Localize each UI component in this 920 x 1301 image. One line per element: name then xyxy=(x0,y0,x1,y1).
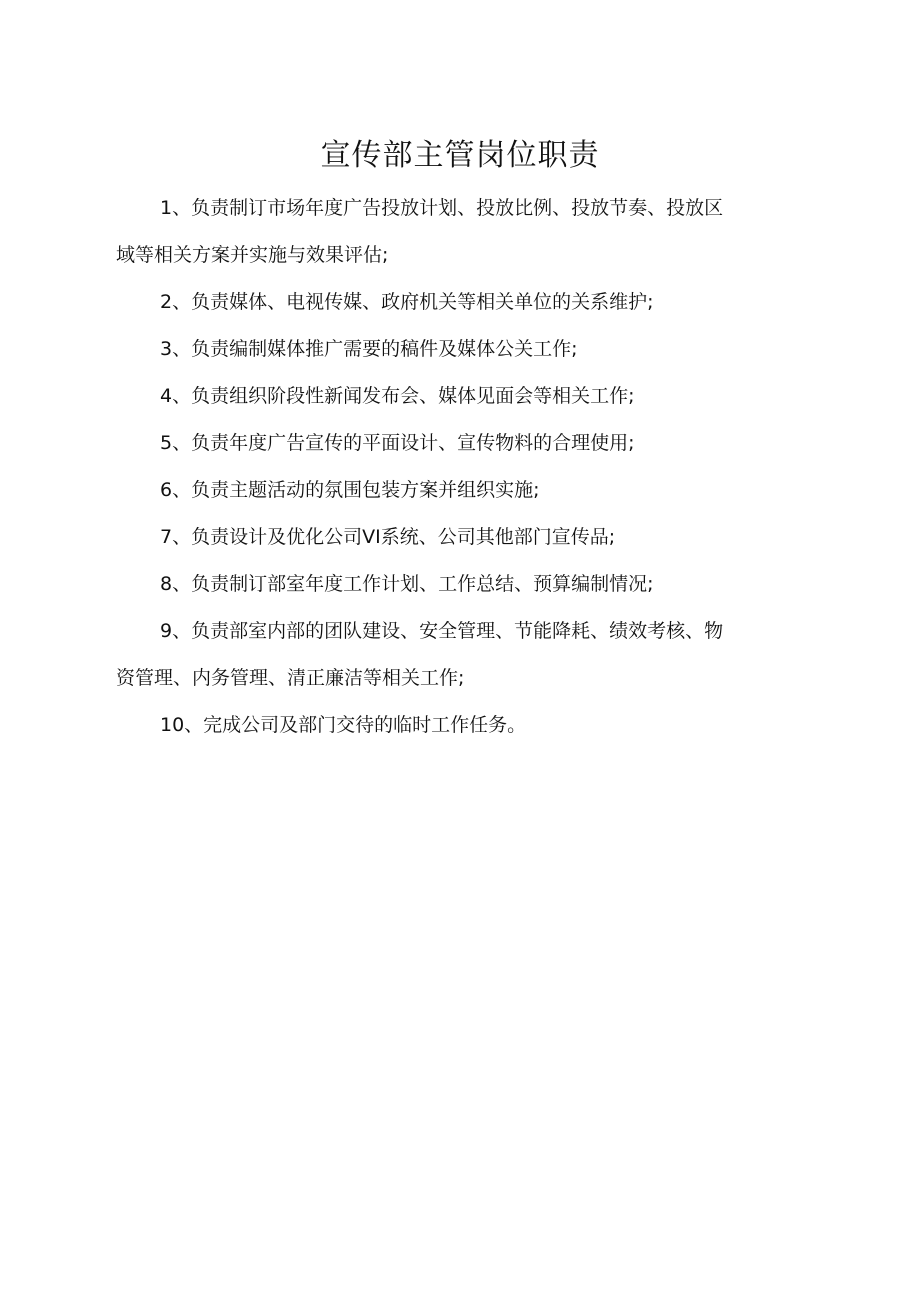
list-item xyxy=(116,619,806,690)
list-item xyxy=(116,478,806,502)
list-item xyxy=(116,290,806,314)
list-item-continuation: 资管理、内务管理、清正廉洁等相关工作; xyxy=(116,667,465,689)
list-item-text: 5、负责年度广告宣传的平面设计、宣传物料的合理使用; xyxy=(160,432,635,454)
list-item xyxy=(116,713,806,737)
list-item-text: 1、负责制订市场年度广告投放计划、投放比例、投放节奏、投放区 xyxy=(160,197,724,219)
list-item xyxy=(116,337,806,361)
list-item-text: 4、负责组织阶段性新闻发布会、媒体见面会等相关工作; xyxy=(160,385,635,407)
list-item xyxy=(116,384,806,408)
list-item xyxy=(116,572,806,596)
list-item-text: 10、完成公司及部门交待的临时工作任务。 xyxy=(160,714,527,736)
list-item-text: 3、负责编制媒体推广需要的稿件及媒体公关工作; xyxy=(160,338,578,360)
list-item-text: 9、负责部室内部的团队建设、安全管理、节能降耗、绩效考核、物 xyxy=(160,620,724,642)
list-item-continuation: 域等相关方案并实施与效果评估; xyxy=(116,244,389,266)
list-item-text: 8、负责制订部室年度工作计划、工作总结、预算编制情况; xyxy=(160,573,654,595)
list-item xyxy=(116,525,806,549)
responsibility-list xyxy=(116,196,806,760)
list-item-text: 6、负责主题活动的氛围包装方案并组织实施; xyxy=(160,479,540,501)
page-title: 宣传部主管岗位职责 xyxy=(320,138,600,173)
list-item xyxy=(116,431,806,455)
list-item xyxy=(116,196,806,267)
list-item-text: 7、负责设计及优化公司VI系统、公司其他部门宣传品; xyxy=(160,526,616,548)
list-item-text: 2、负责媒体、电视传媒、政府机关等相关单位的关系维护; xyxy=(160,291,654,313)
